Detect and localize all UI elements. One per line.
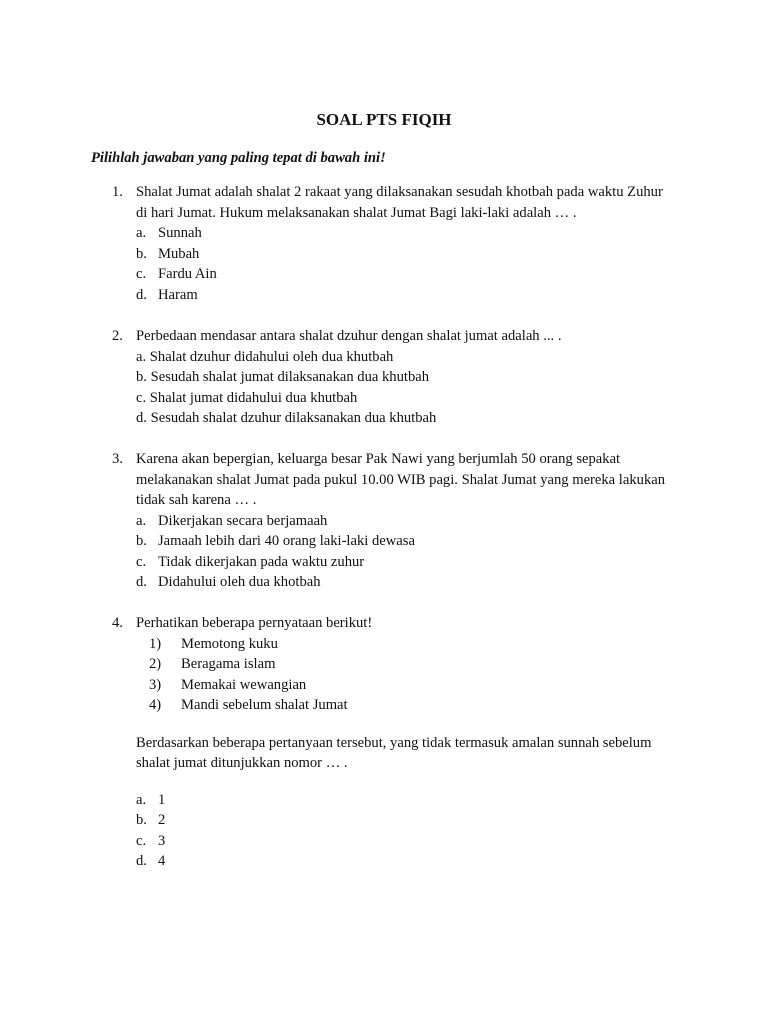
option-a [136,790,672,811]
question-4-stem [112,613,672,634]
option-text: Dikerjakan secara berjamaah [158,512,328,529]
statement-item [149,675,672,696]
statement-list [149,634,672,716]
question-number: 1. [112,184,123,200]
option-d [136,572,672,593]
option-b [136,244,672,265]
question-4-follow-up: Berdasarkan beberapa pertanyaan tersebut, yang tidak termasuk amalan sunnah sebelum shalat jumat ditunjukkan nomor … . [136,734,652,771]
option-d: d. Sesudah shalat dzuhur dilaksanakan dua khutbah [136,410,437,426]
option-text: 1 [158,791,166,808]
option-letter: d. [136,286,147,303]
instruction-text: Pilihlah jawaban yang paling tepat di bawah ini! [91,150,386,166]
option-text: 2 [158,812,166,828]
page-title: SOAL PTS FIQIH [316,110,452,129]
question-2-stem [112,326,672,347]
option-list [136,790,672,872]
option-letter: c. [136,832,147,849]
option-d [136,851,672,872]
option-letter: d. [136,574,147,590]
option-letter: a. [136,512,147,529]
option-letter: c. [136,553,147,570]
option-list [136,347,672,429]
question-3 [112,449,672,593]
statement-text: Memakai wewangian [181,676,307,693]
option-b [136,531,672,552]
option-text: Jamaah lebih dari 40 orang laki-laki dewasa [158,533,415,549]
statement-number: 3) [149,676,162,693]
question-number: 4. [112,615,123,631]
option-letter: b. [136,533,147,549]
statement-text: Beragama islam [181,656,276,672]
question-text: Shalat Jumat adalah shalat 2 rakaat yang dilaksanakan sesudah khotbah pada waktu Zuhur di hari Jumat. Hukum melaksanakan shalat Jumat Bagi laki-laki adalah … . [136,184,663,221]
option-a [136,223,672,244]
statement-text: Memotong kuku [181,635,278,652]
question-number: 2. [112,328,123,344]
option-letter: b. [136,245,147,262]
question-1-stem [112,182,672,223]
option-c [136,552,672,573]
statement-item [149,654,672,675]
question-text: Perbedaan mendasar antara shalat dzuhur dengan shalat jumat adalah ... . [136,328,562,344]
question-1 [112,182,672,305]
option-text: 4 [158,853,166,869]
option-letter: a. [136,225,147,241]
option-c [136,264,672,285]
option-text: Sunnah [158,225,202,241]
statement-item [149,634,672,655]
option-c [136,831,672,852]
option-letter: c. [136,266,147,282]
option-text: Tidak dikerjakan pada waktu zuhur [158,553,365,570]
option-c: c. Shalat jumat didahului dua khutbah [136,389,358,406]
question-3-stem [112,449,672,511]
statement-number: 4) [149,697,162,713]
option-letter: d. [136,853,147,869]
option-b: b. Sesudah shalat jumat dilaksanakan dua khutbah [136,369,430,385]
option-text: Didahului oleh dua khotbah [158,574,321,590]
option-letter: b. [136,812,147,828]
question-2 [112,326,672,429]
option-list [136,511,672,593]
question-number: 3. [112,451,123,467]
question-4 [112,613,672,872]
option-b [136,810,672,831]
option-letter: a. [136,791,147,808]
option-text: 3 [158,832,166,849]
statement-number: 2) [149,656,162,672]
option-a [136,511,672,532]
statement-number: 1) [149,635,162,652]
option-list [136,223,672,305]
statement-item [149,695,672,716]
statement-text: Mandi sebelum shalat Jumat [181,697,348,713]
question-text: Perhatikan beberapa pernyataan berikut! [136,615,373,631]
option-a: a. Shalat dzuhur didahului oleh dua khutbah [136,348,394,365]
question-text: Karena akan bepergian, keluarga besar Pak Nawi yang berjumlah 50 orang sepakat melakanakan shalat Jumat pada pukul 10.00 WIB pagi. Shalat Jumat yang mereka lakukan tidak sah karena … . [136,451,666,508]
option-d [136,285,672,306]
option-text: Mubah [158,245,200,262]
option-text: Fardu Ain [158,266,217,282]
option-text: Haram [158,286,198,303]
